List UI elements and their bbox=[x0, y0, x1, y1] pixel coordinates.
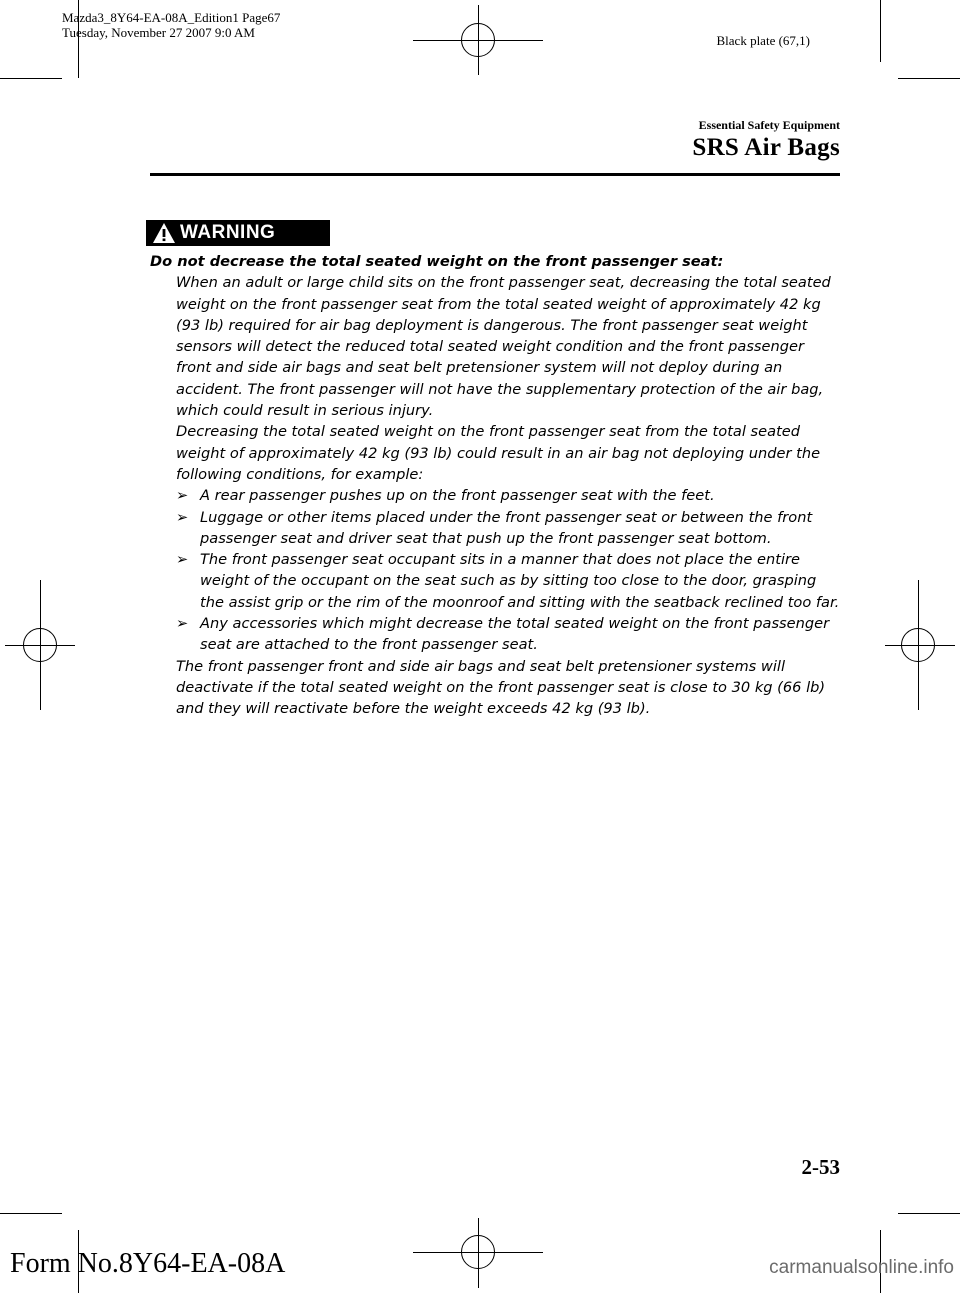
section-label: Essential Safety Equipment bbox=[698, 118, 840, 132]
warning-badge bbox=[146, 220, 330, 246]
arrow-bullet-icon: ➢ bbox=[176, 615, 189, 633]
arrow-bullet-icon: ➢ bbox=[176, 487, 189, 505]
registration-circle bbox=[461, 23, 495, 57]
warning-triangle-icon bbox=[152, 222, 176, 244]
warning-paragraph: Decreasing the total seated weight on the front passenger seat from the total seated weight of approximately 42 kg (93 lb) could result in an air bag not deploying under the following conditions, for example: bbox=[176, 423, 821, 483]
crop-mark bbox=[0, 78, 62, 79]
header-divider bbox=[150, 173, 840, 176]
registration-circle bbox=[901, 628, 935, 662]
registration-circle bbox=[461, 1235, 495, 1269]
warning-paragraph: When an adult or large child sits on the front passenger seat, decreasing the total seated weight on the front passenger seat from the total seated weight of approximately 42 kg (93 lb) required for air bag deployment is dangerous. The front passenger seat weight sensors will detect the reduced total seated weight condition and the front passenger front and side air bags and seat belt pretensioner system will not deploy during an accident. The front passenger will not have the supplementary protection of the air bag, which could result in serious injury. bbox=[176, 274, 831, 420]
list-item-text: Luggage or other items placed under the front passenger seat or between the front passenger seat and driver seat that push up the front passenger seat bottom. bbox=[200, 508, 813, 547]
page-title: SRS Air Bags bbox=[692, 134, 840, 161]
print-timestamp: Tuesday, November 27 2007 9:0 AM bbox=[62, 25, 255, 40]
print-file-name: Mazda3_8Y64-EA-08A_Edition1 Page67 bbox=[62, 10, 281, 25]
warning-paragraph: The front passenger front and side air bags and seat belt pretensioner systems will deactivate if the total seated weight on the front passenger seat is close to 30 kg (66 lb) and they will reactivate before the weight exceeds 42 kg (93 lb). bbox=[176, 657, 826, 718]
condition-list bbox=[150, 485, 840, 655]
list-item-text: Any accessories which might decrease the total seated weight on the front passenger seat are attached to the front passenger seat. bbox=[200, 615, 830, 654]
list-item bbox=[176, 507, 840, 550]
crop-mark bbox=[880, 0, 881, 62]
crop-mark bbox=[898, 78, 960, 79]
arrow-bullet-icon: ➢ bbox=[176, 551, 189, 569]
list-item bbox=[176, 613, 840, 656]
list-item bbox=[176, 549, 840, 613]
arrow-bullet-icon: ➢ bbox=[176, 508, 189, 526]
warning-lead: Do not decrease the total seated weight on the front passenger seat: bbox=[150, 253, 724, 270]
list-item bbox=[176, 485, 840, 506]
warning-label: WARNING bbox=[180, 222, 276, 243]
warning-content bbox=[150, 251, 840, 720]
crop-mark bbox=[898, 1213, 960, 1214]
registration-circle bbox=[23, 628, 57, 662]
watermark: carmanualsonline.info bbox=[769, 1257, 954, 1278]
print-job-info bbox=[62, 10, 280, 40]
crop-mark bbox=[0, 1213, 62, 1214]
list-item-text: The front passenger seat occupant sits in a manner that does not place the entire weight of the occupant on the seat such as by sitting too close to the door, grasping the assist grip or the rim of the moonroof and sitting with the seatback reclined too far. bbox=[200, 551, 840, 611]
page-number: 2-53 bbox=[801, 1155, 840, 1179]
form-number: Form No.8Y64-EA-08A bbox=[10, 1248, 286, 1279]
plate-label: Black plate (67,1) bbox=[716, 33, 810, 48]
list-item-text: A rear passenger pushes up on the front passenger seat with the feet. bbox=[200, 487, 715, 505]
